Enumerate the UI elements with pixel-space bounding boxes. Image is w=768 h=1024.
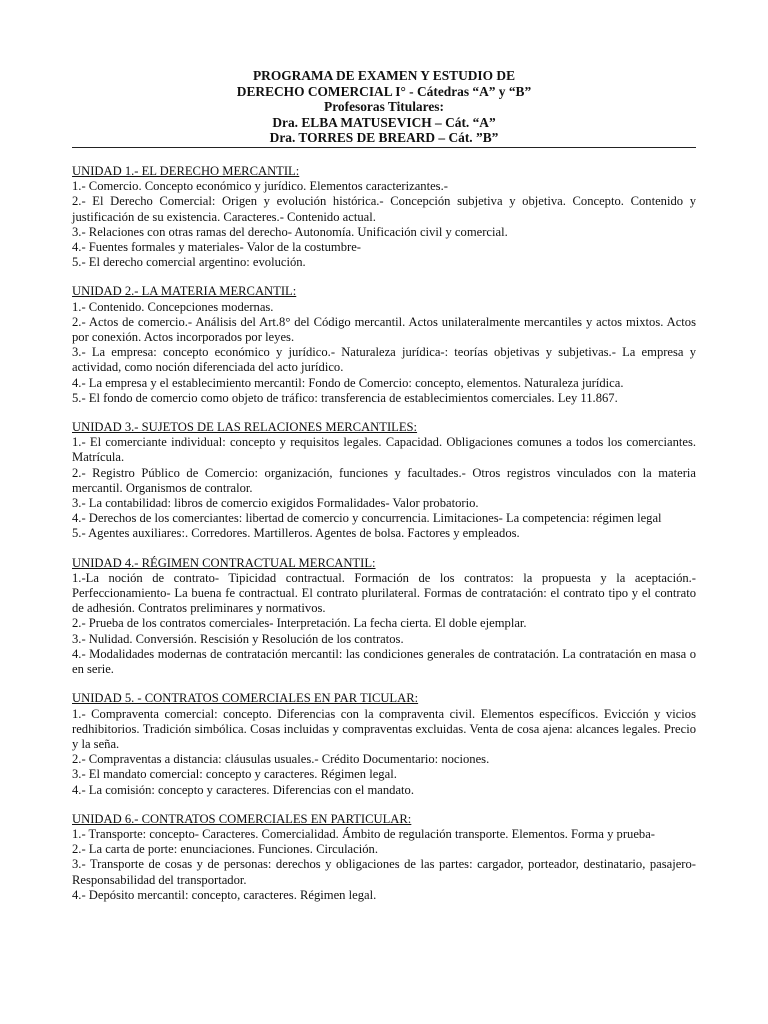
unit-title: UNIDAD 6.- CONTRATOS COMERCIALES EN PARTICULAR: bbox=[72, 811, 412, 826]
unit-section bbox=[72, 284, 696, 406]
unit-section bbox=[72, 812, 696, 903]
unit-item: 3.- Relaciones con otras ramas del derecho- Autonomía. Unificación civil y comercial. bbox=[72, 224, 508, 239]
header-subject: DERECHO COMERCIAL I° - Cátedras “A” y “B” bbox=[236, 83, 532, 99]
unit-section bbox=[72, 556, 696, 678]
unit-item: 1.- Contenido. Concepciones modernas. bbox=[72, 299, 274, 314]
unit-item: 1.- Compraventa comercial: concepto. Diferencias con la compraventa civil. Elementos específicos. Evicción y vicios redhibitorios. Tradición simbólica. Cosas incluidas y compraventas excluidas. Venta de cosa ajena: alcances legales. Precio y la seña. bbox=[72, 706, 696, 751]
unit-item: 1.-La noción de contrato- Tipicidad contractual. Formación de los contratos: la propuesta y la aceptación.- Perfeccionamiento- La buena fe contractual. El contrato plurilateral. Formas de contratación: el contrato tipo y el contrato de adhesión. Contratos preliminares y normativos. bbox=[72, 570, 696, 616]
unit-item: 4.- La comisión: concepto y caracteres. Diferencias con el mandato. bbox=[72, 782, 414, 797]
unit-title: UNIDAD 4.- RÉGIMEN CONTRACTUAL MERCANTIL: bbox=[72, 555, 376, 570]
unit-item: 2.- La carta de porte: enunciaciones. Funciones. Circulación. bbox=[72, 842, 378, 857]
header-title: PROGRAMA DE EXAMEN Y ESTUDIO DE bbox=[253, 68, 515, 83]
unit-item: 2.- Prueba de los contratos comerciales- Interpretación. La fecha cierta. El doble ejemplar. bbox=[72, 616, 527, 631]
unit-section bbox=[72, 691, 696, 797]
unit-item: 2.- Compraventas a distancia: cláusulas usuales.- Crédito Documentario: nociones. bbox=[72, 752, 490, 767]
unit-item: 4.- La empresa y el establecimiento mercantil: Fondo de Comercio: concepto, elementos. Naturaleza jurídica. bbox=[72, 375, 624, 390]
unit-item: 1.- Comercio. Concepto económico y jurídico. Elementos caracterizantes.- bbox=[72, 179, 448, 194]
header-professor-b: Dra. TORRES DE BREARD – Cát. ”B” bbox=[269, 130, 499, 146]
unit-item: 5.- El fondo de comercio como objeto de tráfico: transferencia de establecimientos comerciales. Ley 11.867. bbox=[72, 390, 618, 405]
unit-section bbox=[72, 164, 696, 270]
unit-item: 1.- Transporte: concepto- Caracteres. Comercialidad. Ámbito de regulación transporte. Elementos. Forma y prueba- bbox=[72, 826, 655, 841]
document-header bbox=[72, 68, 696, 146]
unit-item: 3.- Transporte de cosas y de personas: derechos y obligaciones de las partes: cargador, porteador, destinatario, pasajero- Responsabilidad del transportador. bbox=[72, 857, 696, 887]
document-body bbox=[72, 164, 696, 917]
unit-item: 4.- Derechos de los comerciantes: libertad de comercio y concurrencia. Limitaciones- La competencia: régimen legal bbox=[72, 511, 662, 526]
unit-item: 4.- Fuentes formales y materiales- Valor de la costumbre- bbox=[72, 240, 361, 255]
unit-title: UNIDAD 3.- SUJETOS DE LAS RELACIONES MERCANTILES: bbox=[72, 420, 418, 435]
unit-title: UNIDAD 5. - CONTRATOS COMERCIALES EN PAR TICULAR: bbox=[72, 691, 419, 706]
unit-item: 4.- Depósito mercantil: concepto, caracteres. Régimen legal. bbox=[72, 887, 377, 902]
unit-item: 5.- El derecho comercial argentino: evolución. bbox=[72, 255, 306, 270]
header-professors-label: Profesoras Titulares: bbox=[324, 99, 444, 115]
unit-section bbox=[72, 420, 696, 542]
unit-item: 2.- Registro Público de Comercio: organización, funciones y facultades.- Otros registros vinculados con la materia mercantil. Organismos de contralor. bbox=[72, 465, 696, 495]
unit-item: 3.- El mandato comercial: concepto y caracteres. Régimen legal. bbox=[72, 767, 397, 782]
unit-item: 3.- La contabilidad: libros de comercio exigidos Formalidades- Valor probatorio. bbox=[72, 496, 479, 511]
unit-item: 3.- La empresa: concepto económico y jurídico.- Naturaleza jurídica-: teorías objetivas y subjetivas.- La empresa y actividad, como noción diferenciada del acto jurídico. bbox=[72, 345, 696, 375]
unit-item: 2.- El Derecho Comercial: Origen y evolución histórica.- Concepción subjetiva y objetiva. Concepto. Contenido y justificación de su existencia. Caracteres.- Contenido actual. bbox=[72, 194, 696, 224]
unit-title: UNIDAD 1.- EL DERECHO MERCANTIL: bbox=[72, 164, 300, 178]
header-divider bbox=[72, 147, 696, 148]
unit-item: 1.- El comerciante individual: concepto y requisitos legales. Capacidad. Obligaciones comunes a todos los comerciantes. Matrícula. bbox=[72, 435, 696, 465]
unit-item: 4.- Modalidades modernas de contratación mercantil: las condiciones generales de contratación. La contratación en masa o en serie. bbox=[72, 646, 696, 677]
unit-item: 2.- Actos de comercio.- Análisis del Art.8° del Código mercantil. Actos unilateralmente mercantiles y actos mixtos. Actos por conexión. Actos incorporados por leyes. bbox=[72, 314, 696, 345]
unit-title: UNIDAD 2.- LA MATERIA MERCANTIL: bbox=[72, 284, 297, 299]
unit-item: 5.- Agentes auxiliares:. Corredores. Martilleros. Agentes de bolsa. Factores y empleados. bbox=[72, 526, 520, 541]
header-professor-a: Dra. ELBA MATUSEVICH – Cát. “A” bbox=[272, 114, 496, 130]
unit-item: 3.- Nulidad. Conversión. Rescisión y Resolución de los contratos. bbox=[72, 631, 404, 646]
